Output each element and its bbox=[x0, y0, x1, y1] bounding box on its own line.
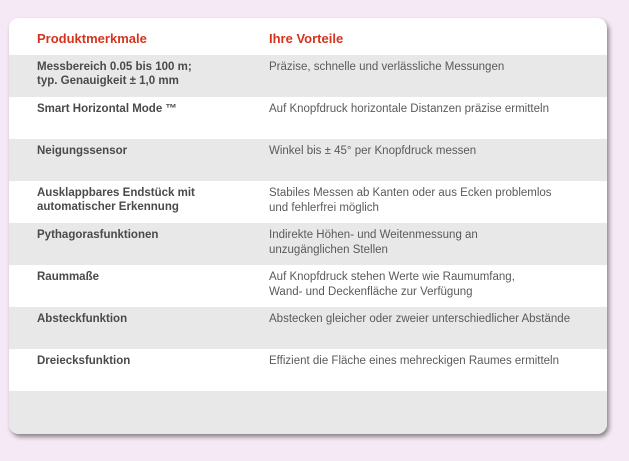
table-header bbox=[9, 18, 607, 55]
table-body bbox=[9, 55, 607, 391]
feature-cell: Absteckfunktion bbox=[37, 313, 128, 325]
benefit-cell: Auf Knopfdruck horizontale Distanzen präzise ermitteln bbox=[269, 103, 549, 115]
table-row bbox=[9, 265, 607, 307]
table-row bbox=[9, 307, 607, 349]
feature-cell: Smart Horizontal Mode ™ bbox=[37, 103, 177, 115]
table-row bbox=[9, 139, 607, 181]
feature-cell: Messbereich 0.05 bis 100 m; typ. Genauigkeit ± 1,0 mm bbox=[37, 61, 192, 87]
table-row bbox=[9, 349, 607, 391]
table-row bbox=[9, 181, 607, 223]
table-footer bbox=[9, 391, 607, 434]
feature-cell: Neigungssensor bbox=[37, 145, 128, 157]
benefit-cell: Präzise, schnelle und verlässliche Messungen bbox=[269, 61, 505, 73]
table-row bbox=[9, 55, 607, 97]
benefit-cell: Abstecken gleicher oder zweier unterschiedlicher Abstände bbox=[269, 313, 571, 325]
benefit-cell: Auf Knopfdruck stehen Werte wie Raumumfang, Wand- und Deckenfläche zur Verfügung bbox=[269, 271, 515, 298]
feature-cell: Raummaße bbox=[37, 271, 99, 283]
benefit-cell: Stabiles Messen ab Kanten oder aus Ecken problemlos und fehlerfrei möglich bbox=[269, 187, 552, 214]
benefit-cell: Indirekte Höhen- und Weitenmessung an unzugänglichen Stellen bbox=[269, 229, 478, 256]
benefit-cell: Winkel bis ± 45° per Knopfdruck messen bbox=[269, 145, 477, 157]
table-row bbox=[9, 97, 607, 139]
feature-table-card bbox=[9, 18, 607, 434]
feature-cell: Dreiecksfunktion bbox=[37, 355, 131, 367]
header-benefit: Ihre Vorteile bbox=[269, 31, 344, 46]
feature-cell: Ausklappbares Endstück mit automatischer Erkennung bbox=[37, 187, 195, 213]
benefit-cell: Effizient die Fläche eines mehreckigen Raumes ermitteln bbox=[269, 355, 559, 367]
feature-cell: Pythagorasfunktionen bbox=[37, 229, 159, 241]
header-feature: Produktmerkmale bbox=[37, 31, 147, 46]
table-row bbox=[9, 223, 607, 265]
